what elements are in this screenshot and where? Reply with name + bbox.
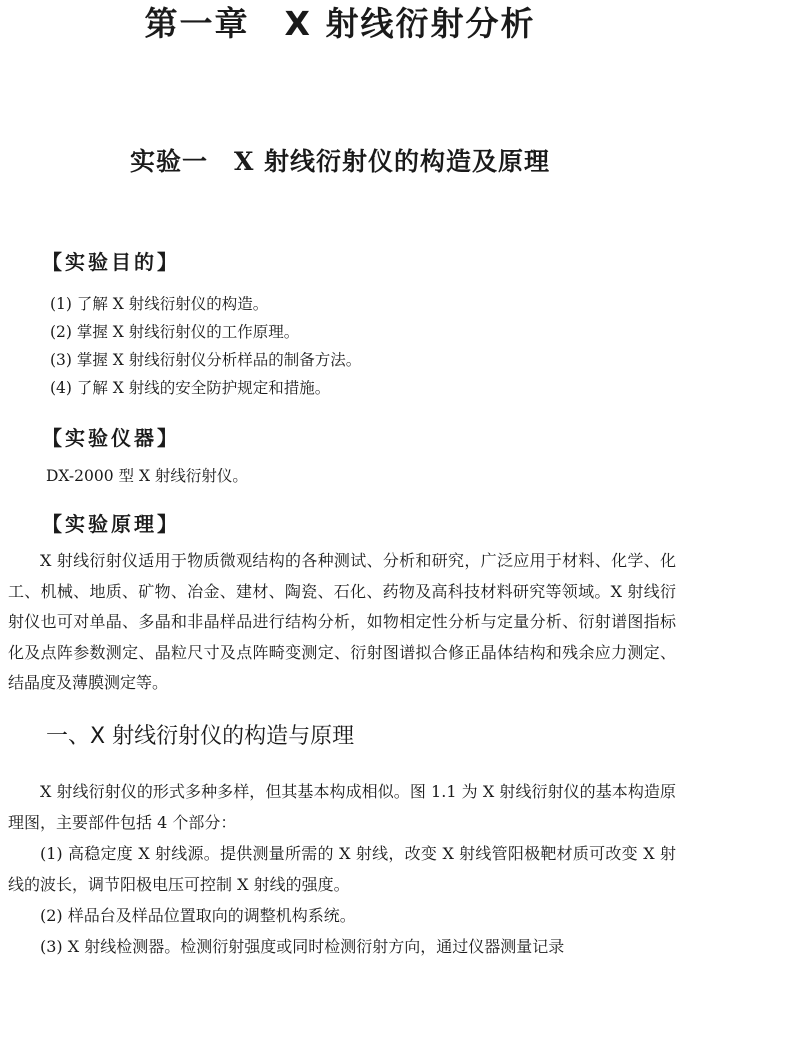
- principle-paragraph: X 射线衍射仪适用于物质微观结构的各种测试、分析和研究，广泛应用于材料、化学、化工、机械、地质、矿物、冶金、建材、陶瓷、石化、药物及高科技材料研究等领域。X 射线衍射仪也可对单晶、多晶和非晶样品进行结构分析，如物相定性分析与定量分析、衍射谱图指标化及点阵参数测定、晶粒尺寸及点阵畸变测定、衍射图谱拟合修正晶体结构和残余应力测定、结晶度及薄膜测定等。: [8, 551, 676, 692]
- section-1-item-3: (3) X 射线检测器。检测衍射强度或同时检测衍射方向，通过仪器测量记录: [40, 937, 565, 956]
- purpose-item-1: (1) 了解 X 射线衍射仪的构造。: [50, 295, 269, 313]
- instrument-text: DX-2000 型 X 射线衍射仪。: [46, 467, 248, 485]
- chapter-title: 第一章 X 射线衍射分析: [144, 4, 536, 43]
- instrument-heading: 【实验仪器】: [42, 426, 180, 450]
- section-1-item-2: (2) 样品台及样品位置取向的调整机构系统。: [40, 906, 356, 925]
- purpose-item-4: (4) 了解 X 射线的安全防护规定和措施。: [50, 379, 331, 397]
- purpose-item-2: (2) 掌握 X 射线衍射仪的工作原理。: [50, 323, 300, 341]
- section-1-item-1: (1) 高稳定度 X 射线源。提供测量所需的 X 射线，改变 X 射线管阳极靶材质可改变 X 射线的波长，调节阳极电压可控制 X 射线的强度。: [8, 844, 676, 894]
- principle-heading: 【实验原理】: [42, 512, 180, 536]
- section-1-body: [8, 776, 676, 962]
- section-1-title: 一、X 射线衍射仪的构造与原理: [46, 724, 355, 749]
- purpose-item-3: (3) 掌握 X 射线衍射仪分析样品的制备方法。: [50, 351, 362, 369]
- section-1-intro: X 射线衍射仪的形式多种多样，但其基本构成相似。图 1.1 为 X 射线衍射仪的基本构造原理图，主要部件包括 4 个部分：: [8, 782, 676, 832]
- experiment-title: 实验一 X 射线衍射仪的构造及原理: [129, 147, 551, 176]
- purpose-heading: 【实验目的】: [42, 250, 180, 274]
